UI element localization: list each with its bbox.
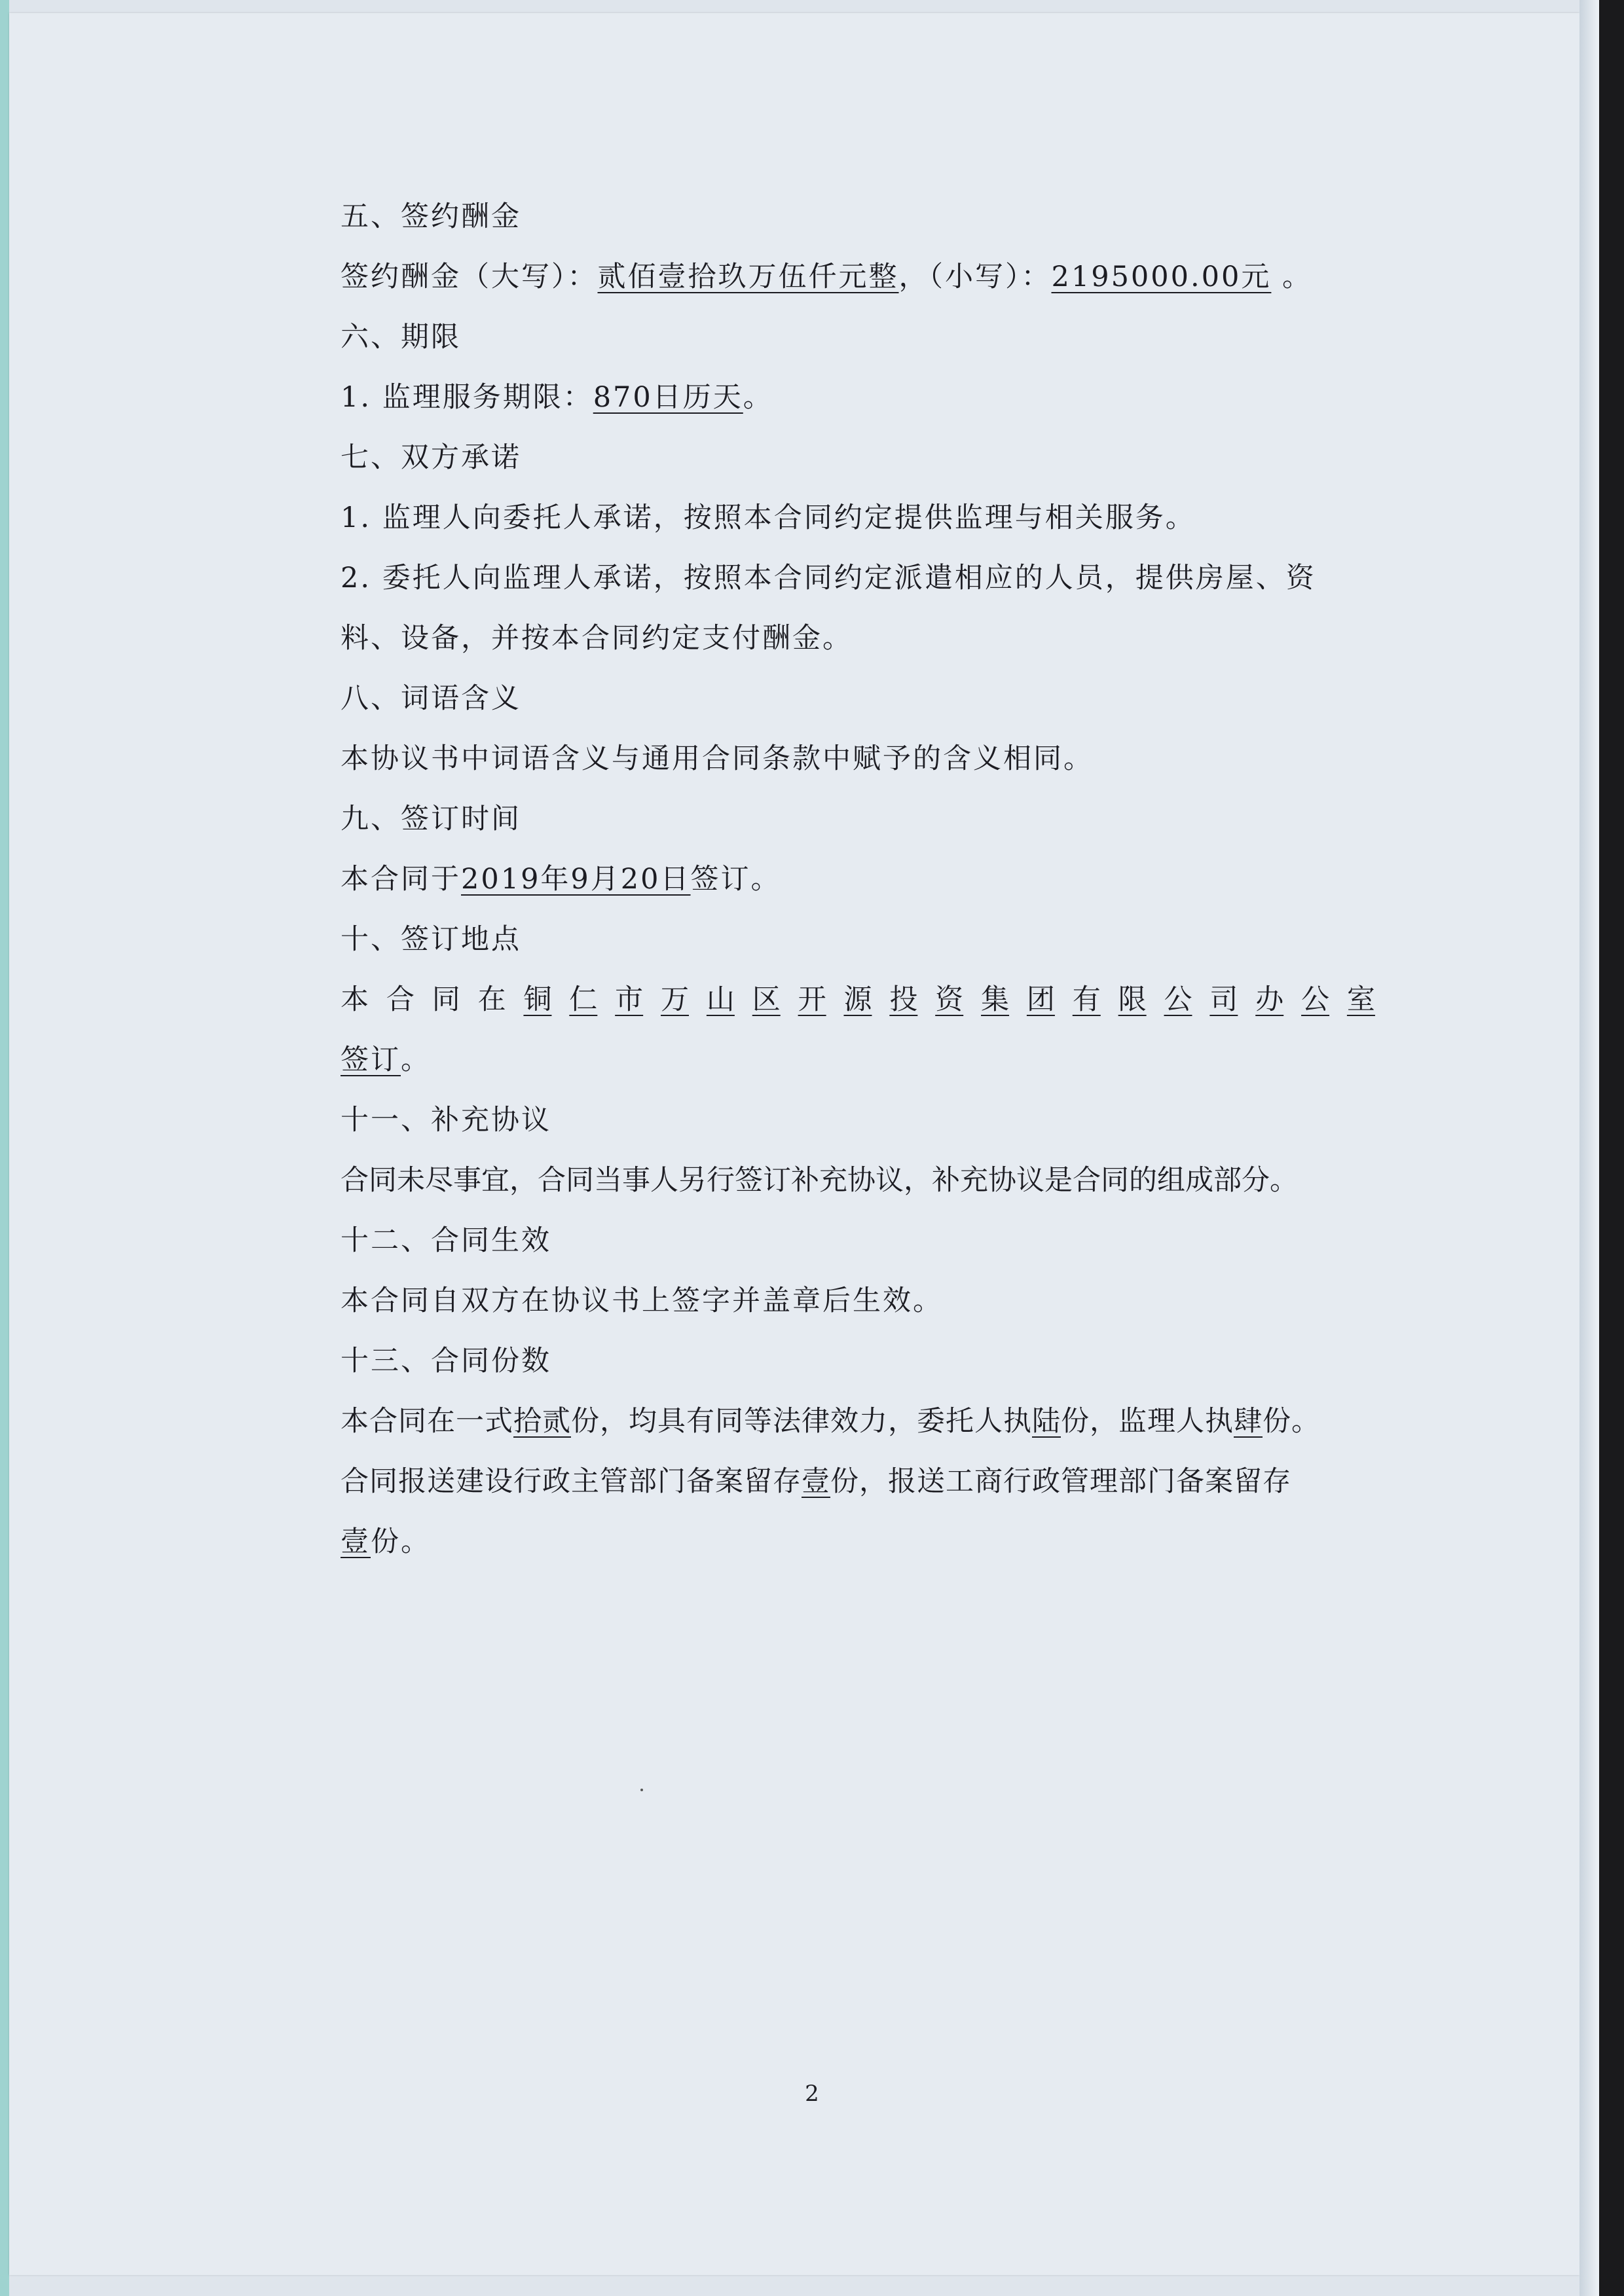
scan-speck [640,1789,643,1791]
section-12-body: 本合同自双方在协议书上签字并盖章后生效。 [341,1285,943,1317]
section-6-term: 1. 监理服务期限：870日历天。 [341,381,773,414]
section-10-body-line-2: 签订。 [341,1044,431,1076]
section-8-body: 本协议书中词语含义与通用合同条款中赋予的含义相同。 [341,742,1094,775]
section-7-item-2-line-2: 料、设备，并按本合同约定支付酬金。 [341,622,853,655]
section-6-title: 六、期限 [341,321,461,354]
copies-construction-dept: 壹 [802,1465,830,1498]
section-10-body-line-1: 本 合 同 在 铜 仁 市 万 山 区 开 源 投 资 集 团 有 限 公 司 办 公 室 [341,970,1375,1030]
fee-amount-numeric: 2195000.00元 [1051,261,1272,293]
section-12-title: 十二、合同生效 [341,1224,551,1257]
section-13-title: 十三、合同份数 [341,1345,551,1377]
copies-supervisor: 肆 [1234,1405,1263,1438]
page-fold-shadow [1579,0,1599,2296]
section-11-body: 合同未尽事宜，合同当事人另行签订补充协议，补充协议是合同的组成部分。 [341,1164,1298,1197]
scan-left-edge [0,0,9,2296]
service-term-days: 870日历天 [593,381,743,414]
fee-amount-uppercase: 贰佰壹拾玖万伍仟元整 [597,261,899,293]
contract-body [341,187,1375,1572]
section-9-body: 本合同于2019年9月20日签订。 [341,863,781,896]
page-number: 2 [805,2081,819,2107]
section-13-line-3: 壹份。 [341,1525,431,1558]
signing-date: 2019年9月20日 [461,863,691,896]
signing-place: 铜 [523,983,552,1016]
scan-dark-border [1599,0,1624,2296]
section-5-title: 五、签约酬金 [341,200,521,233]
copies-commerce-dept: 壹 [341,1525,371,1558]
section-13-line-1: 本合同在一式拾贰份，均具有同等法律效力，委托人执陆份，监理人执肆份。 [341,1405,1320,1438]
section-9-title: 九、签订时间 [341,803,521,835]
section-10-title: 十、签订地点 [341,923,521,956]
section-7-title: 七、双方承诺 [341,441,521,474]
section-5-fee: 签约酬金（大写）：贰佰壹拾玖万伍仟元整，（小写）：2195000.00元 。 [341,261,1313,293]
section-13-line-2: 合同报送建设行政主管部门备案留存壹份，报送工商行政管理部门备案留存 [341,1465,1291,1498]
copies-total: 拾贰 [513,1405,571,1438]
section-8-title: 八、词语含义 [341,682,521,715]
section-11-title: 十一、补充协议 [341,1104,551,1137]
section-7-item-2-line-1: 2. 委托人向监理人承诺，按照本合同约定派遣相应的人员，提供房屋、资 [341,562,1316,594]
section-7-item-1: 1. 监理人向委托人承诺，按照本合同约定提供监理与相关服务。 [341,501,1196,534]
copies-client: 陆 [1032,1405,1061,1438]
